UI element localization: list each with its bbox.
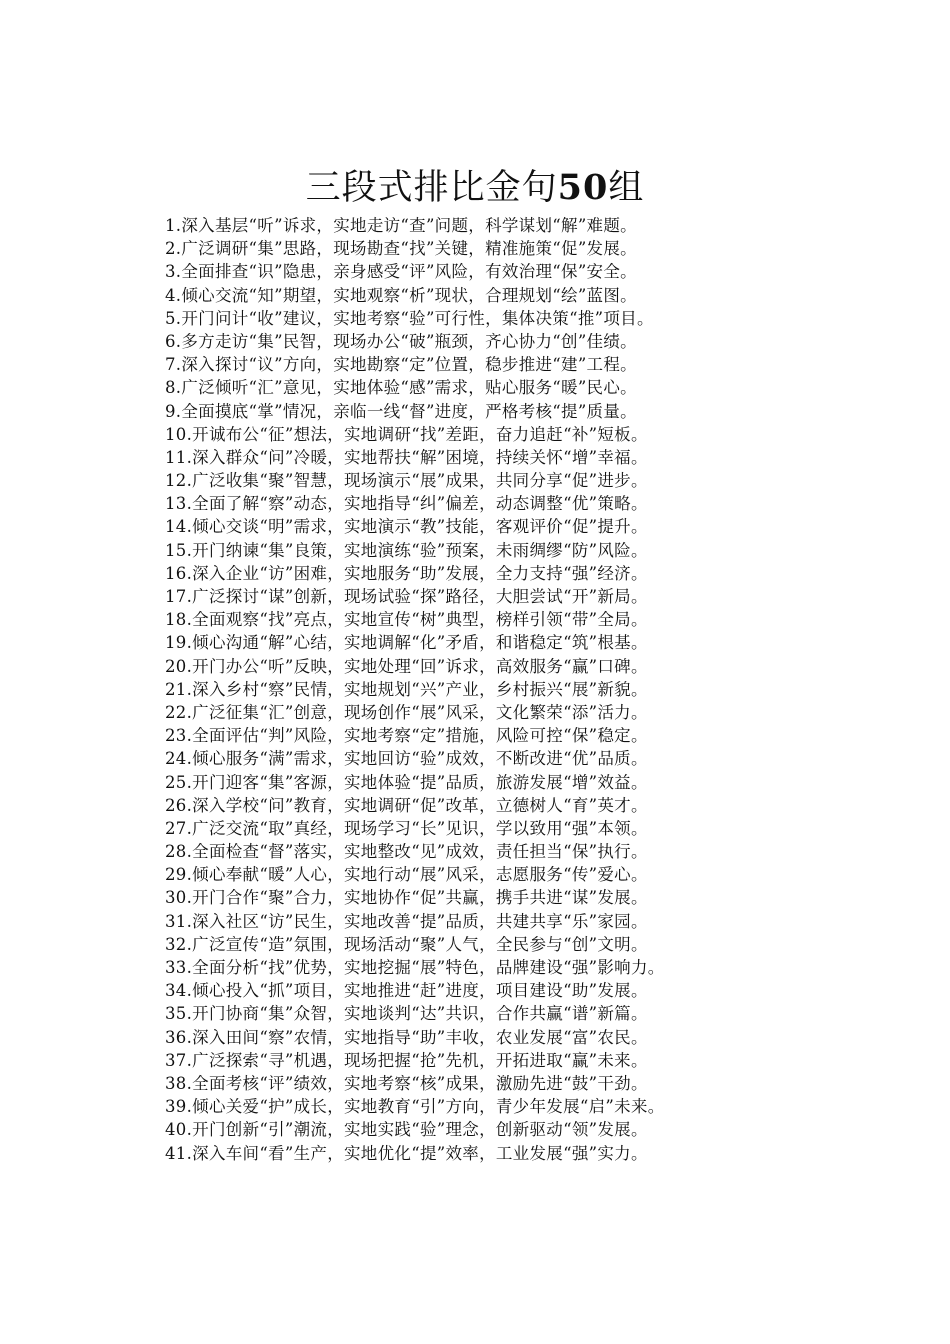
list-item: 7.深入探讨“议”方向，实地勘察“定”位置，稳步推进“建”工程。	[165, 355, 637, 375]
list-item: 20.开门办公“听”反映，实地处理“回”诉求，高效服务“赢”口碑。	[165, 656, 648, 676]
list-item: 28.全面检查“督”落实，实地整改“见”成效，责任担当“保”执行。	[165, 842, 648, 862]
list-item: 32.广泛宣传“造”氛围，现场活动“聚”人气，全民参与“创”文明。	[165, 934, 648, 954]
list-item: 3.全面排查“识”隐患，亲身感受“评”风险，有效治理“保”安全。	[165, 262, 637, 282]
list-item: 25.开门迎客“集”客源，实地体验“提”品质，旅游发展“增”效益。	[165, 772, 648, 792]
list-item: 2.广泛调研“集”思路，现场勘查“找”关键，精准施策“促”发展。	[165, 239, 637, 259]
list-item: 1.深入基层“听”诉求，实地走访“查”问题，科学谋划“解”难题。	[165, 216, 637, 235]
list-item: 35.开门协商“集”众智，实地谈判“达”共识，合作共赢“谱”新篇。	[165, 1004, 648, 1024]
list-item: 4.倾心交流“知”期望，实地观察“析”现状，合理规划“绘”蓝图。	[165, 285, 637, 305]
list-item: 39.倾心关爱“护”成长，实地教育“引”方向，青少年发展“启”未来。	[165, 1097, 665, 1117]
list-item: 40.开门创新“引”潮流，实地实践“验”理念，创新驱动“领”发展。	[165, 1120, 648, 1140]
title-text: 三段式排比金句	[305, 168, 558, 208]
list-item: 10.开诚布公“征”想法，实地调研“找”差距，奋力追赶“补”短板。	[165, 424, 648, 444]
list-item: 23.全面评估“判”风险，实地考察“定”措施，风险可控“保”稳定。	[165, 726, 648, 746]
list-item: 34.倾心投入“抓”项目，实地推进“赶”进度，项目建设“助”发展。	[165, 981, 648, 1001]
list-item: 14.倾心交谈“明”需求，实地演示“教”技能，客观评价“促”提升。	[165, 517, 648, 537]
list-item: 33.全面分析“找”优势，实地挖掘“展”特色，品牌建设“强”影响力。	[165, 958, 665, 977]
list-item: 15.开门纳谏“集”良策，实地演练“验”预案，未雨绸缪“防”风险。	[165, 540, 648, 560]
list-item: 16.深入企业“访”困难，实地服务“助”发展，全力支持“强”经济。	[165, 563, 648, 583]
list-item: 11.深入群众“问”冷暖，实地帮扶“解”困境，持续关怀“增”幸福。	[165, 447, 648, 467]
sentence-list	[165, 214, 665, 1165]
list-item: 22.广泛征集“汇”创意，现场创作“展”风采，文化繁荣“添”活力。	[165, 702, 648, 722]
list-item: 30.开门合作“聚”合力，实地协作“促”共赢，携手共进“谋”发展。	[165, 888, 648, 908]
list-item: 6.多方走访“集”民智，现场办公“破”瓶颈，齐心协力“创”佳绩。	[165, 331, 637, 351]
list-item: 5.开门问计“收”建议，实地考察“验”可行性，集体决策“推”项目。	[165, 308, 654, 328]
list-item: 12.广泛收集“聚”智慧，现场演示“展”成果，共同分享“促”进步。	[165, 471, 648, 491]
list-item: 24.倾心服务“满”需求，实地回访“验”成效，不断改进“优”品质。	[165, 749, 648, 769]
list-item: 37.广泛探索“寻”机遇，现场把握“抢”先机，开拓进取“赢”未来。	[165, 1050, 648, 1070]
list-item: 27.广泛交流“取”真经，现场学习“长”见识，学以致用“强”本领。	[165, 818, 648, 838]
list-item: 13.全面了解“察”动态，实地指导“纠”偏差，动态调整“优”策略。	[165, 494, 648, 514]
page-title	[0, 166, 950, 210]
list-item: 26.深入学校“问”教育，实地调研“促”改革，立德树人“育”英才。	[165, 795, 648, 815]
list-item: 9.全面摸底“掌”情况，亲临一线“督”进度，严格考核“提”质量。	[165, 401, 637, 421]
list-item: 31.深入社区“访”民生，实地改善“提”品质，共建共享“乐”家园。	[165, 911, 648, 931]
list-item: 17.广泛探讨“谋”创新，现场试验“探”路径，大胆尝试“开”新局。	[165, 587, 648, 606]
list-item: 8.广泛倾听“汇”意见，实地体验“感”需求，贴心服务“暖”民心。	[165, 378, 637, 398]
list-item: 21.深入乡村“察”民情，实地规划“兴”产业，乡村振兴“展”新貌。	[165, 679, 648, 699]
list-item: 38.全面考核“评”绩效，实地考察“核”成果，激励先进“鼓”干劲。	[165, 1073, 648, 1093]
list-item: 19.倾心沟通“解”心结，实地调解“化”矛盾，和谐稳定“筑”根基。	[165, 633, 648, 653]
list-item: 41.深入车间“看”生产，实地优化“提”效率，工业发展“强”实力。	[165, 1143, 648, 1163]
title-number: 50	[557, 167, 609, 208]
title-suffix: 组	[608, 168, 645, 208]
list-item: 29.倾心奉献“暖”人心，实地行动“展”风采，志愿服务“传”爱心。	[165, 865, 648, 885]
list-item: 36.深入田间“察”农情，实地指导“助”丰收，农业发展“富”农民。	[165, 1027, 648, 1047]
list-item: 18.全面观察“找”亮点，实地宣传“树”典型，榜样引领“带”全局。	[165, 610, 648, 630]
